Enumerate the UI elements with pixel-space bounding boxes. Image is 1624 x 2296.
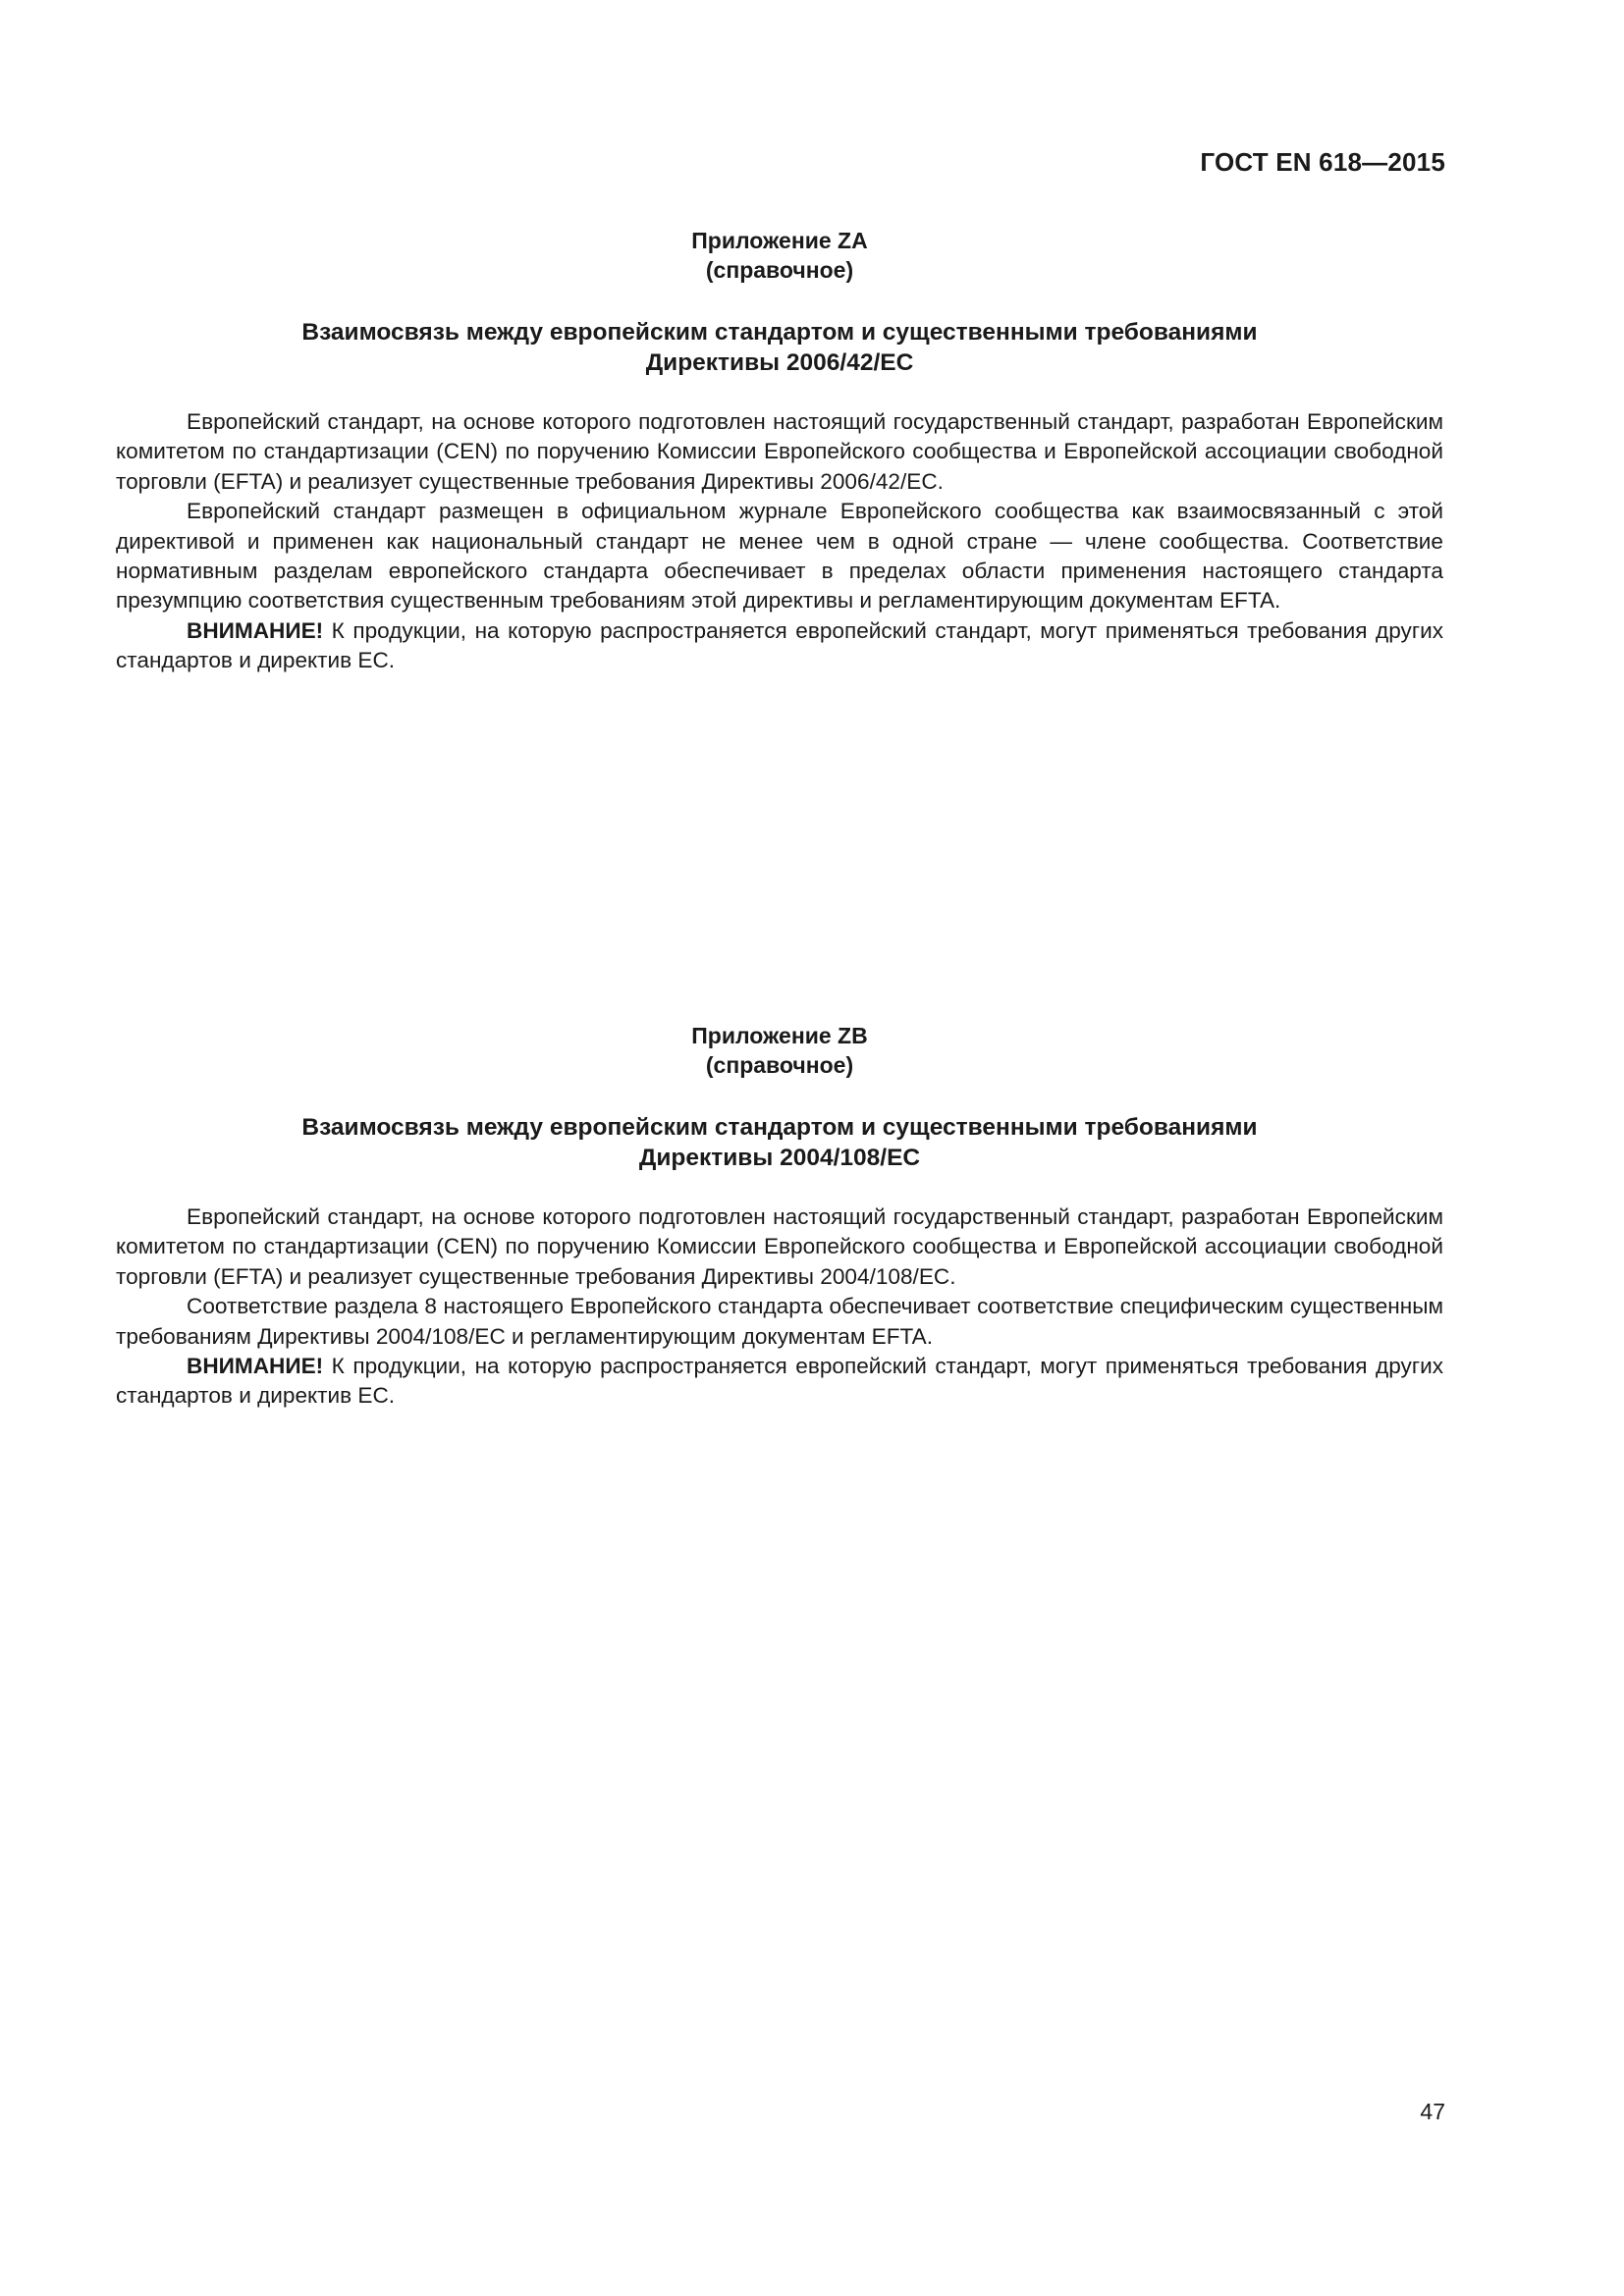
document-code-header: ГОСТ EN 618—2015: [1200, 147, 1445, 177]
annex-za-title-line1: Взаимосвязь между европейским стандартом и существенными требованиями: [301, 319, 1258, 346]
annex-za-title-line2: Директивы 2006/42/ЕС: [645, 349, 914, 376]
annex-zb-title-line1: Взаимосвязь между европейским стандартом и существенными требованиями: [301, 1114, 1258, 1141]
annex-za-warning: [116, 616, 1443, 676]
annex-za-label: Приложение ZA: [691, 228, 868, 253]
annex-zb-paragraph-1: Европейский стандарт, на основе которого подготовлен настоящий государственный стандарт, разработан Европейским комитетом по стандартизации (CEN) по поручению Комиссии Европейского сообщества и Европейской ассоциации свободной торговли (EFTA) и реализует существенные требования Директивы 2004/108/ЕС.: [116, 1204, 1443, 1289]
annex-zb-label: Приложение ZB: [691, 1023, 868, 1048]
annex-za-kind: (справочное): [705, 257, 854, 283]
annex-za: [116, 226, 1443, 676]
annex-zb-warning: [116, 1352, 1443, 1412]
annex-zb-warning-text: К продукции, на которую распространяется европейский стандарт, могут применяться требования других стандартов и директив ЕС.: [116, 1354, 1443, 1409]
annex-zb-kind: (справочное): [705, 1052, 854, 1078]
annex-za-title: [116, 317, 1443, 378]
annex-za-warning-text: К продукции, на которую распространяется европейский стандарт, могут применяться требования других стандартов и директив ЕС.: [116, 617, 1443, 673]
annex-zb-title: [116, 1112, 1443, 1173]
page-number: 47: [1420, 2099, 1445, 2124]
annex-za-paragraph-2: Европейский стандарт размещен в официальном журнале Европейского сообщества как взаимосвязанный с этой директивой и применен как национальный стандарт не менее чем в одной стране — члене сообщества. Соответствие нормативным разделам европейского стандарта обеспечивает в пределах области применения настоящего стандарта презумпцию соответствия существенным требованиям этой директивы и регламентирующим документам EFTA.: [116, 499, 1443, 614]
annex-za-paragraph-1: Европейский стандарт, на основе которого подготовлен настоящий государственный стандарт, разработан Европейским комитетом по стандартизации (CEN) по поручению Комиссии Европейского сообщества и Европейской ассоциации свободной торговли (EFTA) и реализует существенные требования Директивы 2006/42/ЕС.: [116, 409, 1443, 494]
annex-zb-warning-label: ВНИМАНИЕ!: [187, 1354, 324, 1379]
annex-zb-paragraph-2: Соответствие раздела 8 настоящего Европейского стандарта обеспечивает соответствие специфическим существенным требованиям Директивы 2004/108/ЕС и регламентирующим документам EFTA.: [116, 1294, 1443, 1349]
annex-zb: [116, 1021, 1443, 1412]
annex-za-warning-label: ВНИМАНИЕ!: [187, 617, 324, 643]
annex-zb-title-line2: Директивы 2004/108/ЕС: [638, 1145, 921, 1171]
